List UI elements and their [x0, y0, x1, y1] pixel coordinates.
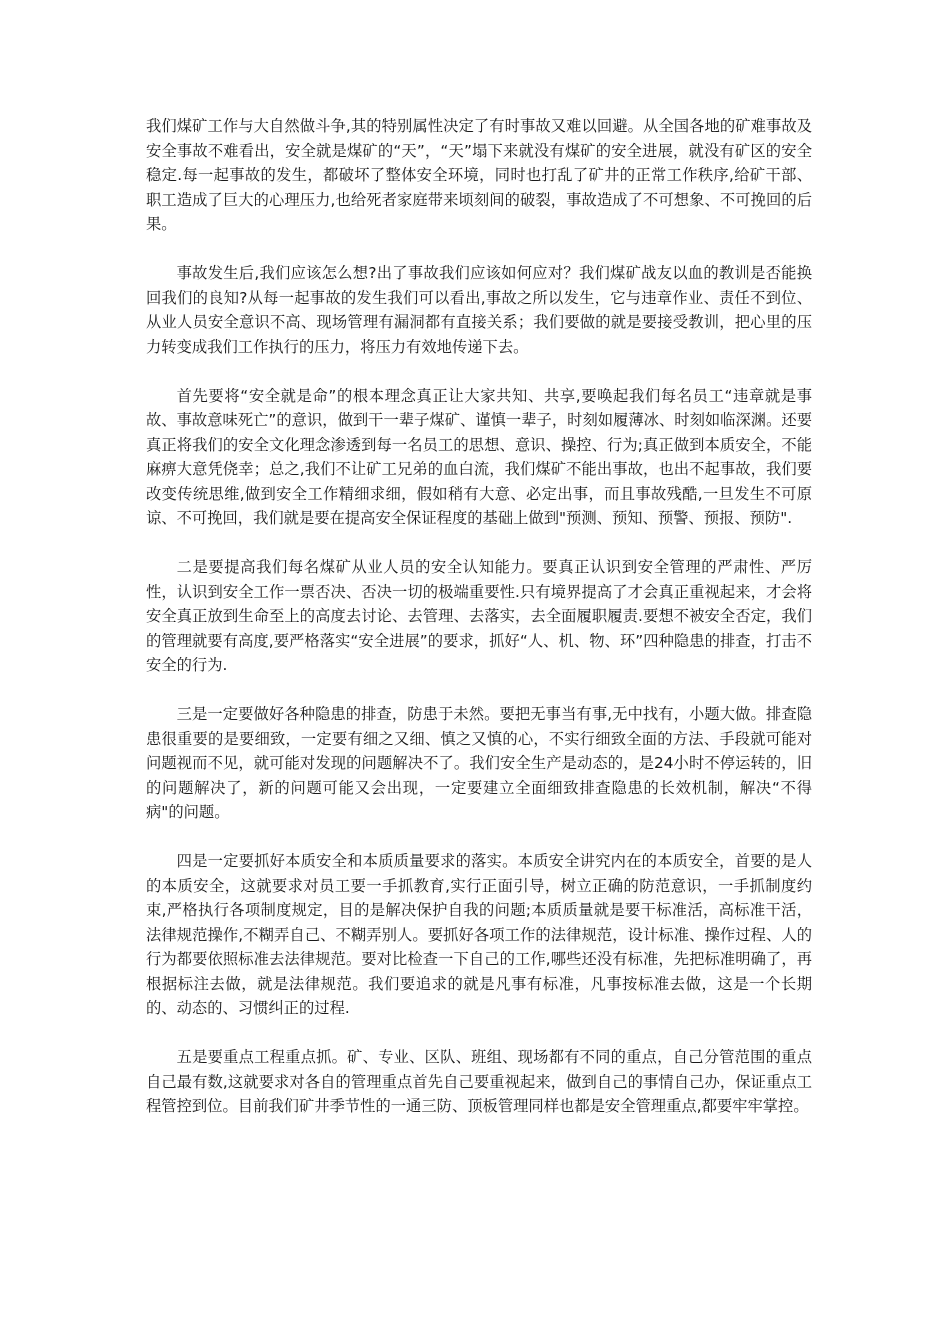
paragraph-point-second: 二是要提高我们每名煤矿从业人员的安全认知能力。要真正认识到安全管理的严肃性、严厉性，认识到安全工作一票否决、否决一切的极端重要性.只有境界提高了才会真正重视起来，才会将安全真正放到生命至上的高度去讨论、去管理、去落实，去全面履职履责.要想不被安全否定，我们的管理就要有高度,要严格落实“安全进展”的要求，抓好“人、机、物、环”四种隐患的排查，打击不安全的行为.	[146, 558, 812, 674]
paragraph-reflection: 事故发生后,我们应该怎么想?出了事故我们应该如何应对？我们煤矿战友以血的教训是否能换回我们的良知?从每一起事故的发生我们可以看出,事故之所以发生，它与违章作业、责任不到位、从业人员安全意识不高、现场管理有漏洞都有直接关系；我们要做的就是要接受教训，把心里的压力转变成我们工作执行的压力，将压力有效地传递下去。	[146, 264, 812, 356]
paragraph-point-first: 首先要将“安全就是命”的根本理念真正让大家共知、共享,要唤起我们每名员工“违章就是事故、事故意味死亡”的意识，做到干一辈子煤矿、谨慎一辈子，时刻如履薄冰、时刻如临深渊。还要真正将我们的安全文化理念渗透到每一名员工的思想、意识、操控、行为;真正做到本质安全，不能麻痹大意凭侥幸；总之,我们不让矿工兄弟的血白流，我们煤矿不能出事故，也出不起事故，我们要改变传统思维,做到安全工作精细求细，假如稍有大意、必定出事，而且事故残酷,一旦发生不可原谅、不可挽回，我们就是要在提高安全保证程度的基础上做到"预测、预知、预警、预报、预防".	[146, 386, 812, 527]
paragraph-point-fifth: 五是要重点工程重点抓。矿、专业、区队、班组、现场都有不同的重点，自己分管范围的重点自己最有数,这就要求对各自的管理重点首先自己要重视起来，做到自己的事情自己办，保证重点工程管控到位。目前我们矿井季节性的一通三防、顶板管理同样也都是安全管理重点,都要牢牢掌控。	[146, 1048, 812, 1115]
paragraph-point-fourth: 四是一定要抓好本质安全和本质质量要求的落实。本质安全讲究内在的本质安全，首要的是人的本质安全，这就要求对员工要一手抓教育,实行正面引导，树立正确的防范意识，一手抓制度约束,严格执行各项制度规定，目的是解决保护自我的问题;本质质量就是要干标准活，高标准干活，法律规范操作,不糊弄自己、不糊弄别人。要抓好各项工作的法律规范，设计标准、操作过程、人的行为都要依照标准去法律规范。要对比检查一下自己的工作,哪些还没有标准，先把标准明确了，再根据标注去做，就是法律规范。我们要追求的就是凡事有标准，凡事按标准去做，这是一个长期的、动态的、习惯纠正的过程.	[146, 852, 812, 1017]
paragraph-intro: 我们煤矿工作与大自然做斗争,其的特别属性决定了有时事故又难以回避。从全国各地的矿难事故及安全事故不难看出，安全就是煤矿的“天”，“天”塌下来就没有煤矿的安全进展，就没有矿区的安全稳定.每一起事故的发生，都破坏了整体安全环境，同时也打乱了矿井的正常工作秩序,给矿干部、职工造成了巨大的心理压力,也给死者家庭带来顷刻间的破裂，事故造成了不可想象、不可挽回的后果。	[146, 117, 812, 233]
document-page	[146, 114, 812, 1119]
paragraph-point-third: 三是一定要做好各种隐患的排查，防患于未然。要把无事当有事,无中找有，小题大做。排查隐患很重要的是要细致，一定要有细之又细、慎之又慎的心，不实行细致全面的方法、手段就可能对问题视而不见，就可能对发现的问题解决不了。我们安全生产是动态的，是24小时不停运转的，旧的问题解决了，新的问题可能又会出现，一定要建立全面细致排查隐患的长效机制，解决“不得病"的问题。	[146, 705, 812, 821]
